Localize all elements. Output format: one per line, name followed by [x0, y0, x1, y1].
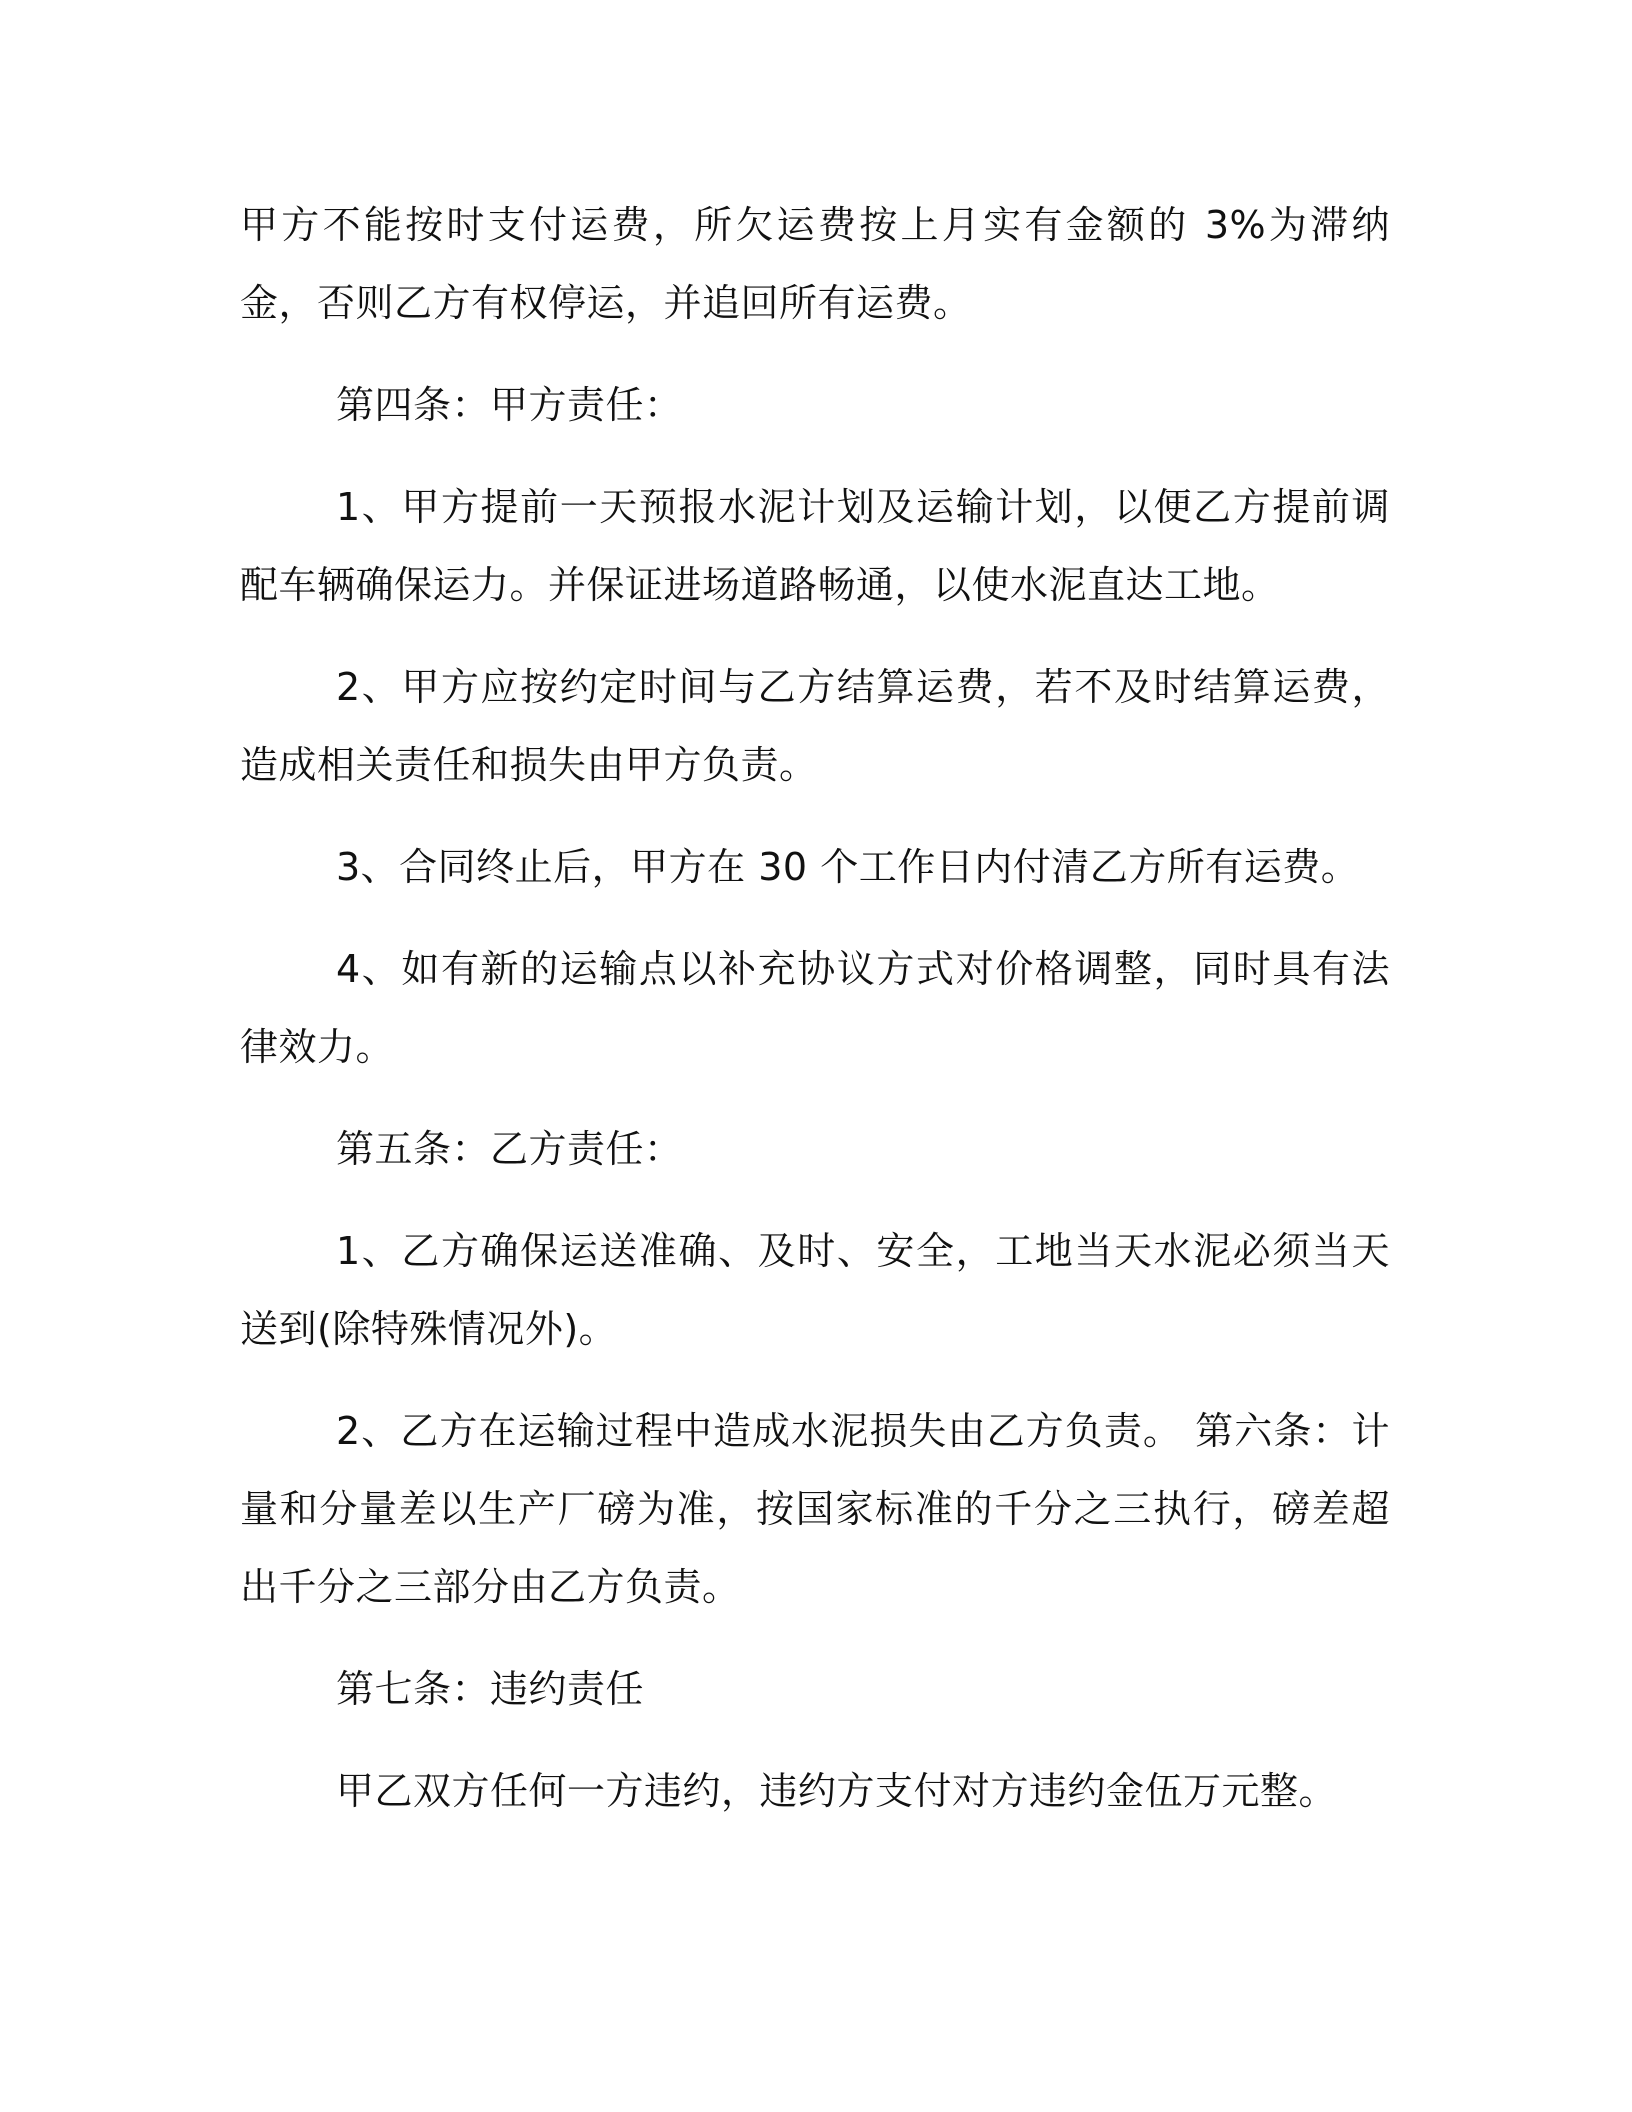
paragraph-article-4-item-2: 2、甲方应按约定时间与乙方结算运费，若不及时结算运费，造成相关责任和损失由甲方负责。 [240, 665, 1390, 787]
heading-article-7: 第七条：违约责任 [336, 1667, 645, 1711]
paragraph-article-5-item-1: 1、乙方确保运送准确、及时、安全，工地当天水泥必须当天送到(除特殊情况外)。 [240, 1229, 1390, 1351]
paragraph-article-4-item-4: 4、如有新的运输点以补充协议方式对价格调整，同时具有法律效力。 [240, 947, 1390, 1069]
paragraph-article-5-item-2: 2、乙方在运输过程中造成水泥损失由乙方负责。 第六条：计量和分量差以生产厂磅为准，按国家标准的千分之三执行，磅差超出千分之三部分由乙方负责。 [240, 1409, 1390, 1609]
heading-article-5: 第五条：乙方责任： [336, 1127, 683, 1171]
paragraph-article-4-item-3: 3、合同终止后，甲方在 30 个工作日内付清乙方所有运费。 [336, 845, 1360, 889]
heading-article-4: 第四条：甲方责任： [336, 383, 683, 427]
paragraph-article-7-penalty: 甲乙双方任何一方违约，违约方支付对方违约金伍万元整。 [336, 1769, 1338, 1813]
paragraph-article-4-item-1: 1、甲方提前一天预报水泥计划及运输计划，以便乙方提前调配车辆确保运力。并保证进场道路畅通，以使水泥直达工地。 [240, 485, 1390, 607]
paragraph-late-payment: 甲方不能按时支付运费，所欠运费按上月实有金额的 3%为滞纳金，否则乙方有权停运，并追回所有运费。 [240, 203, 1390, 325]
document-body [240, 186, 1390, 1830]
